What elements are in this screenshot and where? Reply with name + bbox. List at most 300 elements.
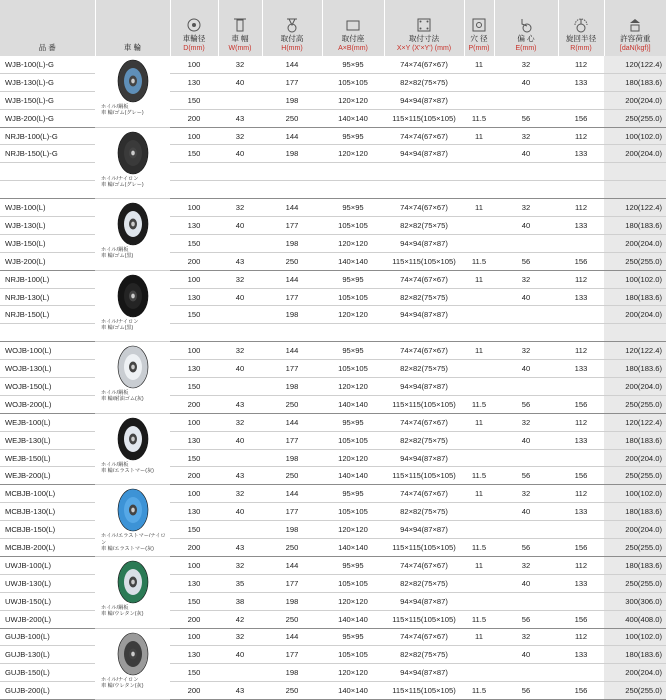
swivel-radius xyxy=(558,521,604,539)
wheel-material-caption xyxy=(95,319,170,331)
swivel-radius-icon xyxy=(573,17,589,33)
model-number: MCBJB-100(L) xyxy=(0,485,95,503)
wheel-material-line: ホイル/ナイロン xyxy=(101,175,139,182)
offset: 40 xyxy=(494,646,558,664)
model-number: WEJB-200(L) xyxy=(0,467,95,485)
wheel-material-line: ホイル/鋼板 xyxy=(101,390,129,397)
wheel-width xyxy=(218,306,262,324)
mount-plate-size: 120×120 xyxy=(322,145,384,163)
wheel-diameter: 100 xyxy=(170,56,218,73)
wheel-material-line: 車 輪/耐油ゴム(灰) xyxy=(101,396,144,403)
load-capacity xyxy=(604,181,666,199)
wheel-material-line: ホイル/ナイロン xyxy=(101,318,139,325)
mount-plate-size: 120×120 xyxy=(322,592,384,610)
swivel-radius xyxy=(558,234,604,252)
offset xyxy=(494,449,558,467)
swivel-radius: 112 xyxy=(558,270,604,288)
swivel-radius: 112 xyxy=(558,556,604,574)
wheel-width: 43 xyxy=(218,467,262,485)
bolt-spacing: 94×94(87×87) xyxy=(384,664,464,682)
wheel-diameter: 200 xyxy=(170,682,218,700)
load-capacity: 200(204.0) xyxy=(604,145,666,163)
swivel-radius xyxy=(558,324,604,342)
load-capacity: 250(255.0) xyxy=(604,395,666,413)
load-capacity: 250(255.0) xyxy=(604,574,666,592)
mount-plate-size: 105×105 xyxy=(322,431,384,449)
model-number xyxy=(0,163,95,181)
model-number: WJB-150(L)-G xyxy=(0,91,95,109)
model-number: MCBJB-200(L) xyxy=(0,539,95,557)
swivel-radius: 112 xyxy=(558,342,604,360)
model-number: NRJB-130(L) xyxy=(0,288,95,306)
mount-height: 250 xyxy=(262,252,322,270)
wheel-diameter: 150 xyxy=(170,449,218,467)
hole-diameter xyxy=(464,503,494,521)
hole-diameter: 11.5 xyxy=(464,682,494,700)
wheel-diameter: 200 xyxy=(170,467,218,485)
bolt-spacing: 94×94(87×87) xyxy=(384,449,464,467)
wheel-diameter: 130 xyxy=(170,73,218,91)
wheel-diameter xyxy=(170,163,218,181)
wheel-photo-icon xyxy=(116,274,150,318)
offset xyxy=(494,324,558,342)
hole-diameter xyxy=(464,449,494,467)
bolt-spacing: 115×115(105×105) xyxy=(384,395,464,413)
mount-height: 144 xyxy=(262,485,322,503)
offset: 40 xyxy=(494,145,558,163)
wheel-material-caption xyxy=(95,247,170,259)
wheel-width xyxy=(218,163,262,181)
wheel-width xyxy=(218,449,262,467)
offset: 56 xyxy=(494,395,558,413)
mount-plate-size: 95×95 xyxy=(322,413,384,431)
wheel-width: 40 xyxy=(218,145,262,163)
offset: 32 xyxy=(494,556,558,574)
wheel-diameter: 150 xyxy=(170,234,218,252)
model-number: WJB-130(L)-G xyxy=(0,73,95,91)
wheel-width: 40 xyxy=(218,503,262,521)
load-capacity: 100(102.0) xyxy=(604,628,666,646)
wheel-diameter: 130 xyxy=(170,217,218,235)
offset: 56 xyxy=(494,539,558,557)
load-capacity: 120(122.4) xyxy=(604,199,666,217)
wheel-width: 32 xyxy=(218,127,262,145)
header-model: 品 番 xyxy=(0,0,95,56)
wheel-diameter: 130 xyxy=(170,431,218,449)
model-number: NRJB-100(L) xyxy=(0,270,95,288)
offset: 40 xyxy=(494,73,558,91)
model-number: WOJB-200(L) xyxy=(0,395,95,413)
mount-height: 198 xyxy=(262,592,322,610)
bolt-spacing: 115×115(105×105) xyxy=(384,467,464,485)
hole-diameter: 11.5 xyxy=(464,109,494,127)
wheel-material-line: 車 輪/ゴム(黒) xyxy=(101,324,134,331)
swivel-radius: 112 xyxy=(558,56,604,73)
mount-plate-size: 120×120 xyxy=(322,521,384,539)
load-capacity: 250(255.0) xyxy=(604,682,666,700)
bolt-spacing: 74×74(67×67) xyxy=(384,556,464,574)
mount-plate-size: 140×140 xyxy=(322,682,384,700)
bolt-spacing: 82×82(75×75) xyxy=(384,431,464,449)
swivel-radius xyxy=(558,306,604,324)
hole-diameter: 11.5 xyxy=(464,539,494,557)
wheel-width: 38 xyxy=(218,592,262,610)
mount-height: 177 xyxy=(262,288,322,306)
wheel-diameter: 100 xyxy=(170,485,218,503)
bolt-spacing: 82×82(75×75) xyxy=(384,360,464,378)
wheel-width: 40 xyxy=(218,431,262,449)
wheel-material-caption xyxy=(95,176,170,188)
hole-diameter: 11 xyxy=(464,127,494,145)
offset: 56 xyxy=(494,109,558,127)
model-number: NRJB-150(L) xyxy=(0,306,95,324)
wheel-diameter: 100 xyxy=(170,127,218,145)
wheel-diameter: 200 xyxy=(170,539,218,557)
mount-height: 250 xyxy=(262,610,322,628)
wheel-material-caption xyxy=(95,533,170,552)
swivel-radius: 133 xyxy=(558,574,604,592)
bolt-spacing: 115×115(105×105) xyxy=(384,539,464,557)
mount-plate-size: 105×105 xyxy=(322,574,384,592)
offset: 32 xyxy=(494,56,558,73)
wheel-diameter: 200 xyxy=(170,610,218,628)
mount-plate-size: 95×95 xyxy=(322,342,384,360)
load-capacity: 250(255.0) xyxy=(604,467,666,485)
swivel-radius: 133 xyxy=(558,73,604,91)
mount-plate-size: 105×105 xyxy=(322,73,384,91)
model-number: WEJB-150(L) xyxy=(0,449,95,467)
wheel-width xyxy=(218,324,262,342)
model-number: NRJB-100(L)-G xyxy=(0,127,95,145)
load-capacity: 180(183.6) xyxy=(604,360,666,378)
swivel-radius: 133 xyxy=(558,431,604,449)
offset xyxy=(494,234,558,252)
bolt-spacing: 82×82(75×75) xyxy=(384,73,464,91)
mount-height: 177 xyxy=(262,574,322,592)
offset xyxy=(494,163,558,181)
model-number: WJB-100(L)-G xyxy=(0,56,95,73)
wheel-diameter: 130 xyxy=(170,503,218,521)
bolt-spacing: 82×82(75×75) xyxy=(384,288,464,306)
header-diameter: 車輪径 D(mm) xyxy=(170,0,218,56)
hole-diameter xyxy=(464,431,494,449)
offset xyxy=(494,521,558,539)
mount-height: 198 xyxy=(262,521,322,539)
wheel-diameter: 150 xyxy=(170,664,218,682)
swivel-radius: 112 xyxy=(558,628,604,646)
model-number: UWJB-130(L) xyxy=(0,574,95,592)
wheel-width: 32 xyxy=(218,199,262,217)
bolt-spacing: 115×115(105×105) xyxy=(384,109,464,127)
wheel-material-line: ホイル/鋼板 xyxy=(101,247,129,254)
offset xyxy=(494,91,558,109)
mount-height: 198 xyxy=(262,145,322,163)
swivel-radius: 156 xyxy=(558,467,604,485)
hole-diameter: 11.5 xyxy=(464,395,494,413)
wheel-width: 32 xyxy=(218,628,262,646)
hole-diameter: 11.5 xyxy=(464,467,494,485)
wheel-diameter: 150 xyxy=(170,521,218,539)
wheel-image-cell xyxy=(95,556,170,628)
bolt-spacing: 74×74(67×67) xyxy=(384,56,464,73)
wheel-material-caption xyxy=(95,104,170,116)
hole-diameter xyxy=(464,592,494,610)
hole-diameter xyxy=(464,324,494,342)
wheel-material-line: ホイル/ナイロン xyxy=(101,676,139,683)
wheel-diameter: 130 xyxy=(170,646,218,664)
swivel-radius: 156 xyxy=(558,109,604,127)
mount-height: 144 xyxy=(262,270,322,288)
hole-diameter: 11 xyxy=(464,270,494,288)
offset: 40 xyxy=(494,360,558,378)
wheel-diameter: 150 xyxy=(170,592,218,610)
bolt-spacing: 74×74(67×67) xyxy=(384,628,464,646)
mount-height: 177 xyxy=(262,217,322,235)
bolt-pattern-icon xyxy=(416,17,432,33)
model-number: WJB-100(L) xyxy=(0,199,95,217)
bolt-spacing: 82×82(75×75) xyxy=(384,574,464,592)
header-radius: 旋回半径 R(mm) xyxy=(558,0,604,56)
hole-diameter xyxy=(464,360,494,378)
mount-plate-size xyxy=(322,324,384,342)
mount-plate-size: 105×105 xyxy=(322,288,384,306)
mount-plate-size: 95×95 xyxy=(322,270,384,288)
bolt-spacing: 74×74(67×67) xyxy=(384,270,464,288)
wheel-photo-icon xyxy=(116,345,150,389)
mount-plate-size: 120×120 xyxy=(322,91,384,109)
load-capacity: 200(204.0) xyxy=(604,521,666,539)
mount-plate-size: 120×120 xyxy=(322,306,384,324)
header-hole: 穴 径 P(mm) xyxy=(464,0,494,56)
table-row xyxy=(0,628,666,646)
hole-diameter xyxy=(464,163,494,181)
mount-height: 144 xyxy=(262,628,322,646)
offset: 32 xyxy=(494,270,558,288)
hole-diameter: 11 xyxy=(464,56,494,73)
wheel-material-line: 車 輪/ウレタン(灰) xyxy=(101,682,144,689)
mount-plate-size: 95×95 xyxy=(322,485,384,503)
load-capacity: 120(122.4) xyxy=(604,413,666,431)
load-capacity: 200(204.0) xyxy=(604,306,666,324)
table-row xyxy=(0,56,666,73)
hole-diameter xyxy=(464,521,494,539)
mount-plate-size xyxy=(322,181,384,199)
mount-height: 144 xyxy=(262,127,322,145)
load-capacity-icon xyxy=(627,17,643,33)
swivel-radius xyxy=(558,449,604,467)
wheel-material-caption xyxy=(95,462,170,474)
wheel-photo-icon xyxy=(116,488,150,532)
bolt-spacing: 74×74(67×67) xyxy=(384,127,464,145)
load-capacity: 120(122.4) xyxy=(604,342,666,360)
offset: 32 xyxy=(494,413,558,431)
mount-height: 177 xyxy=(262,431,322,449)
wheel-width: 32 xyxy=(218,270,262,288)
wheel-width: 43 xyxy=(218,252,262,270)
mount-plate-size: 95×95 xyxy=(322,56,384,73)
mount-plate-size: 120×120 xyxy=(322,664,384,682)
model-number: GUJB-150(L) xyxy=(0,664,95,682)
mount-plate-size: 140×140 xyxy=(322,395,384,413)
offset: 40 xyxy=(494,288,558,306)
swivel-radius xyxy=(558,163,604,181)
load-capacity xyxy=(604,163,666,181)
load-capacity: 200(204.0) xyxy=(604,664,666,682)
wheel-diameter: 200 xyxy=(170,252,218,270)
mount-height xyxy=(262,181,322,199)
wheel-diameter: 200 xyxy=(170,109,218,127)
header-seat: 取付座 A×B(mm) xyxy=(322,0,384,56)
bolt-spacing: 115×115(105×105) xyxy=(384,682,464,700)
wheel-width: 32 xyxy=(218,413,262,431)
bolt-spacing: 94×94(87×87) xyxy=(384,521,464,539)
hole-diameter: 11 xyxy=(464,556,494,574)
table-row xyxy=(0,199,666,217)
load-capacity: 180(183.6) xyxy=(604,431,666,449)
header-load: 許容荷重 [daN(kgf)] xyxy=(604,0,666,56)
hole-diameter xyxy=(464,664,494,682)
offset: 32 xyxy=(494,342,558,360)
wheel-width: 32 xyxy=(218,485,262,503)
mount-plate-size: 105×105 xyxy=(322,217,384,235)
wheel-width xyxy=(218,91,262,109)
wheel-photo-icon xyxy=(116,632,150,676)
mount-plate-size: 95×95 xyxy=(322,628,384,646)
bolt-spacing xyxy=(384,324,464,342)
offset: 56 xyxy=(494,467,558,485)
wheel-material-line: 車 輪/ゴム(グレー) xyxy=(101,181,144,188)
bolt-spacing: 115×115(105×105) xyxy=(384,252,464,270)
swivel-radius xyxy=(558,378,604,396)
model-number: WJB-200(L) xyxy=(0,252,95,270)
mount-plate-icon xyxy=(345,17,361,33)
bolt-spacing: 82×82(75×75) xyxy=(384,503,464,521)
load-capacity: 200(204.0) xyxy=(604,91,666,109)
hole-diameter xyxy=(464,73,494,91)
wheel-material-line: 車 輪/エラストマー(灰) xyxy=(101,468,154,475)
swivel-radius: 133 xyxy=(558,360,604,378)
mount-height: 250 xyxy=(262,395,322,413)
wheel-image-cell xyxy=(95,199,170,271)
model-number: WOJB-150(L) xyxy=(0,378,95,396)
load-capacity: 200(204.0) xyxy=(604,234,666,252)
mount-plate-size: 140×140 xyxy=(322,610,384,628)
swivel-radius xyxy=(558,91,604,109)
load-capacity: 250(255.0) xyxy=(604,539,666,557)
model-number: WEJB-130(L) xyxy=(0,431,95,449)
wheel-material-line: 車 輪/ゴム(黒) xyxy=(101,253,134,260)
hole-diameter xyxy=(464,234,494,252)
mount-height: 198 xyxy=(262,234,322,252)
mount-height: 144 xyxy=(262,556,322,574)
wheel-material-line: 車 輪/ゴム(グレー) xyxy=(101,110,144,117)
bolt-spacing: 94×94(87×87) xyxy=(384,592,464,610)
mount-height: 198 xyxy=(262,91,322,109)
wheel-image-cell xyxy=(95,56,170,127)
swivel-radius: 112 xyxy=(558,199,604,217)
offset xyxy=(494,181,558,199)
wheel-width: 42 xyxy=(218,610,262,628)
offset: 32 xyxy=(494,485,558,503)
wheel-width: 35 xyxy=(218,574,262,592)
mount-plate-size: 140×140 xyxy=(322,539,384,557)
hole-diameter xyxy=(464,378,494,396)
mount-height: 177 xyxy=(262,503,322,521)
model-number: UWJB-150(L) xyxy=(0,592,95,610)
table-row xyxy=(0,413,666,431)
wheel-material-line: ホイル/エラストマー/ナイロン xyxy=(101,533,166,546)
offset-icon xyxy=(518,17,534,33)
model-number: WJB-150(L) xyxy=(0,234,95,252)
mount-plate-size: 120×120 xyxy=(322,449,384,467)
load-capacity: 250(255.0) xyxy=(604,252,666,270)
wheel-width: 40 xyxy=(218,73,262,91)
wheel-image-cell xyxy=(95,270,170,342)
offset: 40 xyxy=(494,574,558,592)
load-capacity: 180(183.6) xyxy=(604,503,666,521)
model-number: UWJB-200(L) xyxy=(0,610,95,628)
table-row xyxy=(0,485,666,503)
offset xyxy=(494,592,558,610)
mount-plate-size: 95×95 xyxy=(322,127,384,145)
wheel-photo-icon xyxy=(116,202,150,246)
offset: 56 xyxy=(494,610,558,628)
wheel-diameter: 100 xyxy=(170,199,218,217)
swivel-radius: 156 xyxy=(558,395,604,413)
wheel-width: 43 xyxy=(218,109,262,127)
header-width: 車 幅 W(mm) xyxy=(218,0,262,56)
offset: 32 xyxy=(494,628,558,646)
hole-diameter: 11 xyxy=(464,199,494,217)
swivel-radius: 133 xyxy=(558,217,604,235)
offset: 56 xyxy=(494,682,558,700)
hole-diameter xyxy=(464,646,494,664)
wheel-width xyxy=(218,521,262,539)
hole-diameter xyxy=(464,574,494,592)
load-capacity: 180(183.6) xyxy=(604,288,666,306)
bolt-spacing: 94×94(87×87) xyxy=(384,306,464,324)
wheel-diameter: 150 xyxy=(170,378,218,396)
wheel-image-cell xyxy=(95,127,170,199)
wheel-width: 43 xyxy=(218,682,262,700)
table-row xyxy=(0,342,666,360)
wheel-image-cell xyxy=(95,628,170,700)
mount-plate-size: 95×95 xyxy=(322,556,384,574)
mount-height xyxy=(262,324,322,342)
swivel-radius: 133 xyxy=(558,145,604,163)
load-capacity: 180(183.6) xyxy=(604,556,666,574)
swivel-radius: 156 xyxy=(558,610,604,628)
wheel-diameter-icon xyxy=(186,17,202,33)
bolt-spacing xyxy=(384,181,464,199)
swivel-radius: 133 xyxy=(558,646,604,664)
bolt-spacing: 82×82(75×75) xyxy=(384,217,464,235)
model-number: WOJB-130(L) xyxy=(0,360,95,378)
model-number: MCBJB-150(L) xyxy=(0,521,95,539)
model-number: NRJB-150(L)-G xyxy=(0,145,95,163)
model-number xyxy=(0,324,95,342)
mount-height: 144 xyxy=(262,199,322,217)
load-capacity: 200(204.0) xyxy=(604,378,666,396)
wheel-image-cell xyxy=(95,485,170,557)
offset xyxy=(494,378,558,396)
wheel-material-caption xyxy=(95,677,170,689)
load-capacity: 100(102.0) xyxy=(604,270,666,288)
wheel-image-cell xyxy=(95,342,170,414)
offset: 32 xyxy=(494,199,558,217)
hole-diameter xyxy=(464,145,494,163)
model-number: GUJB-100(L) xyxy=(0,628,95,646)
